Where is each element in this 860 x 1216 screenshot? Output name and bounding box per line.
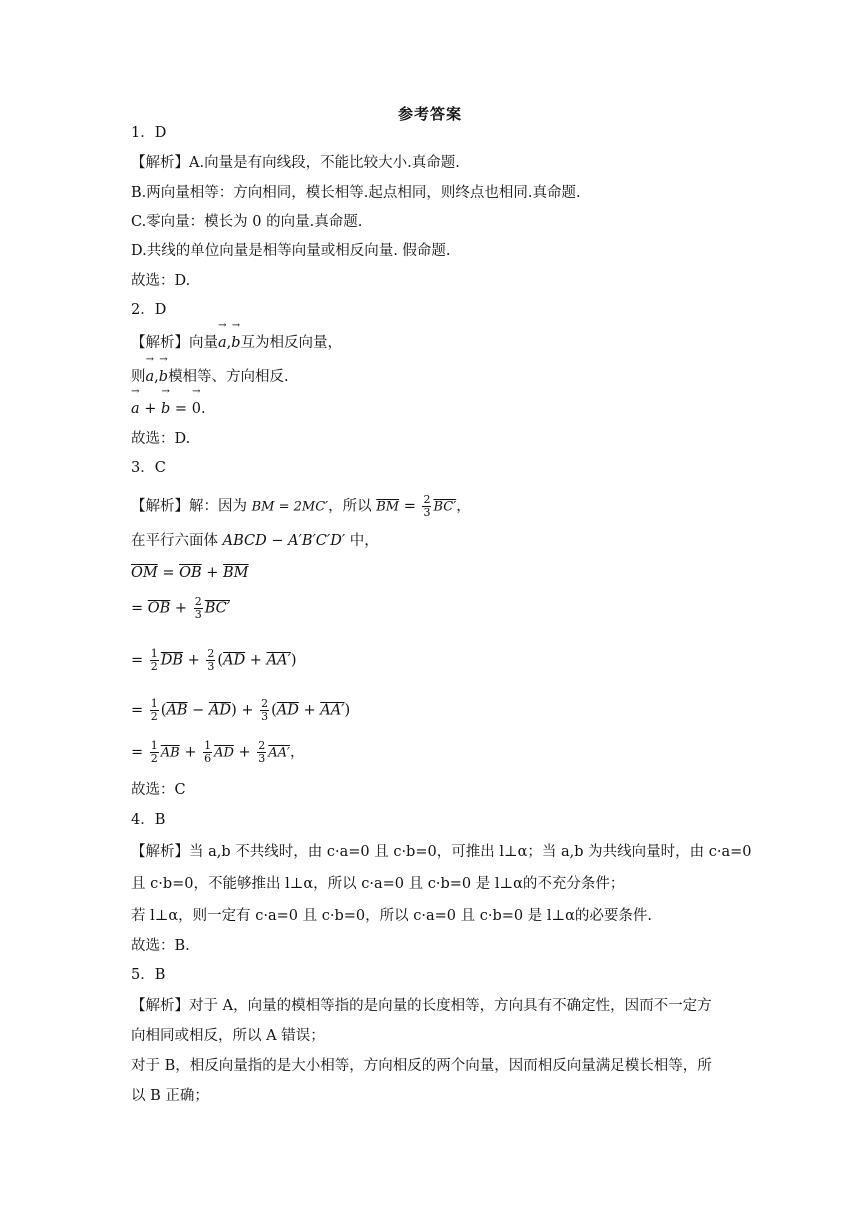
q3-text: ，所以 [328, 498, 372, 515]
q2-text: 则 [131, 369, 146, 385]
q3-text: 【解析】解：因为 [131, 498, 247, 515]
q1-explanation-line: B.两向量相等：方向相同，模长相等.起点相同，则终点也相同.真命题. [131, 185, 581, 201]
q3-derivation-step: = $\overline{OB}$ + $\frac{2}{3}$ BC′ [131, 595, 230, 621]
q3-math: ABCD − A′B′C′D′ [222, 533, 346, 549]
q3-math: BM = 2MC′ [251, 499, 329, 515]
q4-explanation-line: 【解析】当 a,b 不共线时，由 c·a=0 且 c·b=0，可推出 l⊥α；当 a,b 为共线向量时，由 c·a=0 [131, 844, 752, 860]
q2-text: 【解析】向量 [131, 335, 218, 351]
q5-explanation-line: 对于 B，相反向量指的是大小相等，方向相反的两个向量，因而相反向量满足模长相等，所 [131, 1058, 712, 1074]
q3-derivation-step: = $\frac{1}{2}$ $\overline{DB}$ + $\frac{2}{3}$ $(\overline{AD} + AA')$ [131, 647, 297, 673]
q5-explanation-line: 以 B 正确； [131, 1088, 209, 1104]
q2-answer: 2．D [131, 302, 167, 318]
q1-explanation-line: 【解析】A.向量是有向线段，不能比较大小.真命题. [131, 155, 460, 171]
q4-explanation-line: 若 l⊥α，则一定有 c·a=0 且 c·b=0，所以 c·a=0 且 c·b=0 是 l⊥α的必要条件. [131, 908, 652, 924]
q2-equation: → a + → b = → 0. [131, 398, 206, 420]
q2-conclusion: 故选：D. [131, 431, 191, 447]
q3-explanation-line: 【解析】解：因为 BM = 2MC′，所以 $\overline{BM}$ = $\frac{2}{3}$ BC′， [131, 493, 471, 519]
q5-explanation-line: 【解析】对于 A，向量的模相等指的是向量的长度相等，方向具有不确定性，因而不一定方 [131, 998, 712, 1014]
q3-text: 中， [349, 533, 379, 549]
q3-answer: 3．C [131, 460, 166, 476]
q5-answer: 5．B [131, 967, 166, 983]
q3-derivation-step: = $\frac{1}{2}$ $\overline{AB}$ + $\frac{1}{6}$ $\overline{AD}$ + $\frac{2}{3}$ AA′， [131, 739, 305, 765]
q1-answer: 1．D [131, 125, 167, 141]
q1-explanation-line: C.零向量：模长为 0 的向量.真命题. [131, 214, 363, 230]
q4-explanation-line: 且 c·b=0，不能够推出 l⊥α，所以 c·a=0 且 c·b=0 是 l⊥α的不充分条件； [131, 876, 625, 892]
q2-explanation-line: 则→ a,→ b模相等、方向相反. [131, 366, 289, 388]
q4-conclusion: 故选：B. [131, 938, 190, 954]
page-title: 参考答案 [397, 105, 462, 123]
q2-explanation-line: 【解析】向量→ a,→ b互为相反向量， [131, 332, 342, 354]
q3-conclusion: 故选：C [131, 782, 186, 798]
q3-derivation-step: = $\frac{1}{2}$ $(\overline{AB} - \overline{AD})$ + $\frac{2}{3}$ $(\overline{AD} + AA')$ [131, 697, 351, 723]
q3-text: 在平行六面体 [131, 533, 218, 549]
q5-explanation-line: 向相同或相反，所以 A 错误； [131, 1028, 325, 1044]
q2-text: 互为相反向量， [240, 335, 343, 351]
q1-conclusion: 故选：D. [131, 273, 191, 289]
q2-text: 模相等、方向相反. [168, 369, 289, 385]
q3-explanation-line [131, 530, 379, 552]
q3-derivation-step: $\overline{OM} = \overline{OB} + \overline{BM}$ [131, 565, 249, 581]
q4-answer: 4．B [131, 812, 166, 828]
q3-text: ， [456, 498, 471, 515]
q1-explanation-line: D.共线的单位向量是相等向量或相反向量. 假命题. [131, 243, 451, 259]
